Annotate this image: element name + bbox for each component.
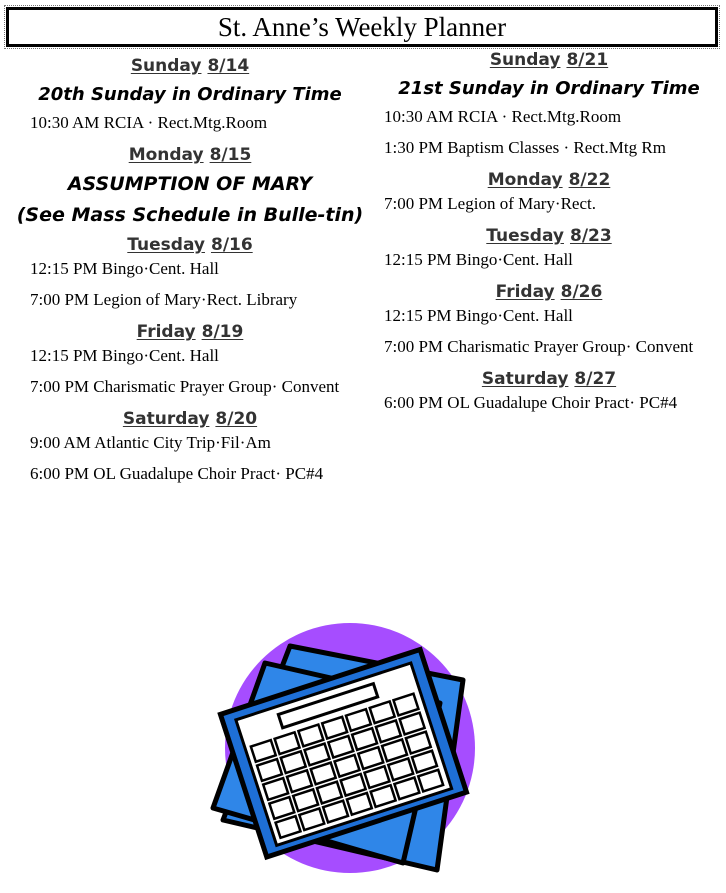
day-heading-friday-8-26 (384, 281, 714, 303)
day-heading-friday-8-19 (16, 321, 364, 343)
event-item: 12:15 PM Bingo·Cent. Hall (30, 346, 219, 365)
event-item: 10:30 AM RCIA · Rect.Mtg.Room (384, 107, 622, 126)
event-item: 6:00 PM OL Guadalupe Choir Pract· PC#4 (30, 464, 324, 483)
event-item: 7:00 PM Legion of Mary·Rect. Library (30, 290, 298, 309)
day-heading-monday-8-22 (384, 169, 714, 191)
occasion-note: (See Mass Schedule in Bulle-tin) (16, 204, 364, 226)
event-item: 12:15 PM Bingo·Cent. Hall (384, 306, 573, 325)
day-name: Friday (136, 322, 196, 342)
calendar-icon (205, 608, 485, 878)
day-name: Saturday (122, 409, 210, 429)
left-column (16, 49, 364, 495)
day-name: Tuesday (127, 235, 205, 255)
day-name: Monday (128, 145, 204, 165)
event-item: 6:00 PM OL Guadalupe Choir Pract· PC#4 (384, 393, 678, 412)
day-name: Friday (495, 282, 555, 302)
day-heading-sunday-8-21 (384, 49, 714, 71)
event-item: 7:00 PM Legion of Mary·Rect. (384, 194, 596, 213)
day-heading-monday-8-15 (16, 144, 364, 166)
day-name: Sunday (130, 56, 202, 76)
event-item: 7:00 PM Charismatic Prayer Group· Convent (30, 377, 340, 396)
day-date: 8/27 (574, 369, 617, 389)
event-item: 9:00 AM Atlantic City Trip·Fil·Am (30, 433, 271, 452)
day-date: 8/26 (560, 282, 603, 302)
day-name: Monday (487, 170, 563, 190)
day-date: 8/20 (215, 409, 258, 429)
day-date: 8/22 (568, 170, 611, 190)
occasion-title: 20th Sunday in Ordinary Time (38, 84, 342, 105)
event-item: 7:00 PM Charismatic Prayer Group· Convent (384, 337, 694, 356)
event-item: 12:15 PM Bingo·Cent. Hall (384, 250, 573, 269)
day-date: 8/21 (566, 50, 609, 70)
event-item: 10:30 AM RCIA · Rect.Mtg.Room (30, 113, 268, 132)
day-date: 8/19 (201, 322, 244, 342)
day-name: Saturday (481, 369, 569, 389)
right-column (384, 49, 714, 424)
day-heading-saturday-8-27 (384, 368, 714, 390)
day-heading-sunday-8-14 (16, 55, 364, 77)
day-date: 8/23 (569, 226, 612, 246)
occasion-title: 21st Sunday in Ordinary Time (398, 78, 700, 99)
day-date: 8/15 (209, 145, 252, 165)
occasion-title: ASSUMPTION OF MARY (67, 173, 313, 195)
event-item: 12:15 PM Bingo·Cent. Hall (30, 259, 219, 278)
day-name: Sunday (489, 50, 561, 70)
page-title: St. Anne’s Weekly Planner (6, 7, 718, 47)
day-heading-tuesday-8-16 (16, 234, 364, 256)
day-heading-saturday-8-20 (16, 408, 364, 430)
event-item: 1:30 PM Baptism Classes · Rect.Mtg Rm (384, 138, 666, 157)
day-date: 8/16 (210, 235, 253, 255)
day-date: 8/14 (207, 56, 250, 76)
day-heading-tuesday-8-23 (384, 225, 714, 247)
day-name: Tuesday (486, 226, 564, 246)
